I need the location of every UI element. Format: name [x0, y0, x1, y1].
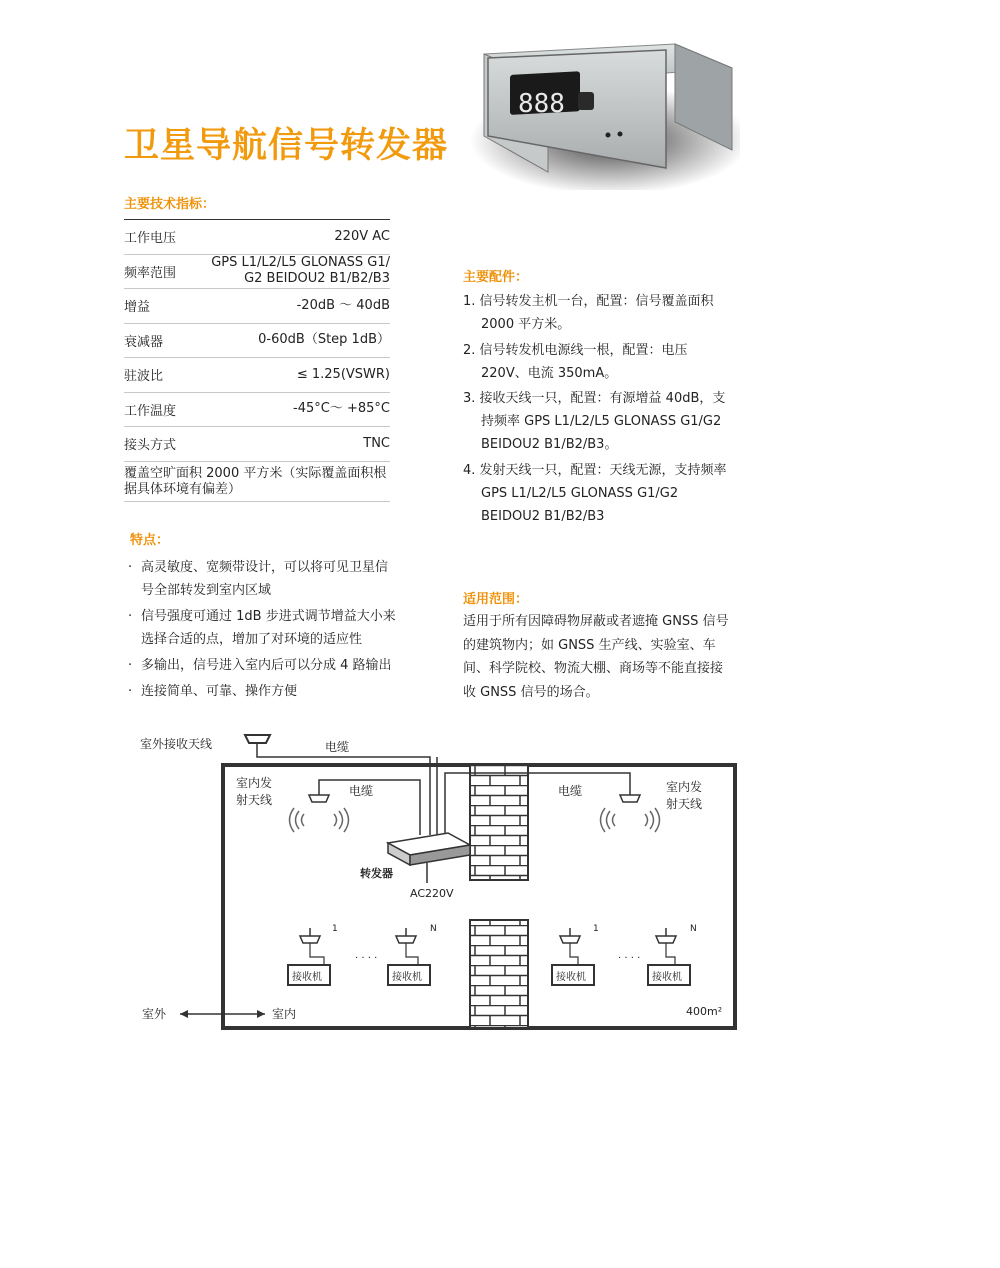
receiver-index-n: N	[430, 924, 437, 934]
device-display: 888	[518, 89, 565, 119]
spec-row-gain	[124, 289, 390, 324]
spec-value: ≤ 1.25(VSWR)	[296, 366, 390, 382]
spec-value: -45°C～ +85°C	[293, 401, 390, 417]
spec-row-attenuator	[124, 324, 390, 359]
receiver-index-n: N	[690, 924, 697, 934]
list-item: 3. 接收天线一只，配置：有源增益 40dB，支持频率 GPS L1/L2/L5 GLONASS G1/G2 BEIDOU2 B1/B2/B3。	[463, 391, 726, 452]
spec-value: -20dB ～ 40dB	[296, 297, 390, 313]
list-item: 4. 发射天线一只，配置：天线无源，支持频率 GPS L1/L2/L5 GLONASS G1/G2 BEIDOU2 B1/B2/B3	[463, 462, 727, 524]
accessories-list	[463, 290, 733, 530]
cable-right-label: 电缆	[558, 784, 583, 798]
accessories-heading: 主要配件：	[463, 270, 529, 285]
tx-right-label-1: 室内发	[666, 780, 703, 794]
spec-value-line: GPS L1/L2/L5 GLONASS G1/	[211, 255, 390, 271]
receiver-index-1: 1	[332, 924, 338, 934]
installation-diagram	[130, 725, 740, 1035]
specs-table	[124, 219, 390, 502]
repeater-device-image	[470, 40, 740, 190]
spec-row-vswr	[124, 358, 390, 393]
area-label: 400m²	[686, 1005, 723, 1018]
receiver-label: 接收机	[292, 972, 322, 983]
indoor-label: 室内	[272, 1007, 297, 1021]
cable-left-label: 电缆	[349, 784, 374, 798]
spec-key: 工作温度	[124, 403, 177, 419]
spec-key: 衰减器	[124, 334, 164, 350]
list-item: 1. 信号转发主机一台，配置：信号覆盖面积 2000 平方米。	[463, 294, 714, 332]
tx-right-label-2: 射天线	[666, 797, 703, 811]
tx-left-label-1: 室内发	[236, 776, 273, 790]
dots-right: · · · ·	[618, 953, 641, 964]
list-item: 2. 信号转发机电源线一根，配置：电压 220V、电流 350mA。	[463, 342, 688, 381]
list-item: · 连接简单、可靠、操作方便	[128, 680, 398, 703]
outdoor-antenna-label: 室外接收天线	[140, 737, 213, 751]
receiver-label: 接收机	[652, 972, 682, 983]
scope-heading: 适用范围：	[463, 592, 529, 607]
page-title: 卫星导航信号转发器	[124, 126, 449, 166]
spec-value: TNC	[363, 435, 390, 451]
spec-value-line: G2 BEIDOU2 B1/B2/B3	[244, 271, 390, 287]
repeater-label: 转发器	[360, 867, 393, 880]
spec-key: 接头方式	[124, 438, 177, 454]
scope-text: 适用于所有因障碍物屏蔽或者遮掩 GNSS 信号的建筑物内；如 GNSS 生产线、实验室、车间、科学院校、物流大棚、商场等不能直接接收 GNSS 信号的场合。	[463, 614, 729, 700]
spec-value: 0-60dB（Step 1dB）	[258, 332, 390, 348]
spec-value	[211, 255, 390, 287]
spec-key: 工作电压	[124, 231, 177, 247]
outdoor-label: 室外	[142, 1007, 167, 1021]
spec-row-temperature	[124, 393, 390, 428]
receiver-index-1: 1	[593, 924, 599, 934]
list-item: · 多输出，信号进入室内后可以分成 4 路输出	[128, 654, 398, 677]
spec-key: 增益	[124, 300, 151, 316]
features-heading: 特点：	[130, 533, 170, 548]
spec-row-coverage: 覆盖空旷面积 2000 平方米（实际覆盖面积根据具体环境有偏差）	[124, 462, 390, 502]
cable-top-label: 电缆	[325, 740, 350, 754]
receiver-label: 接收机	[392, 972, 422, 983]
spec-row-connector	[124, 427, 390, 462]
list-item: · 信号强度可通过 1dB 步进式调节增益大小来选择合适的点，增加了对环境的适应性	[128, 605, 398, 651]
spec-row-frequency	[124, 255, 390, 290]
list-item: · 高灵敏度、宽频带设计，可以将可见卫星信号全部转发到室内区域	[128, 556, 398, 602]
features-list	[128, 556, 398, 706]
spec-key: 频率范围	[124, 265, 177, 281]
spec-row-voltage	[124, 220, 390, 255]
dots-left: · · · ·	[355, 953, 378, 964]
spec-value: 220V AC	[334, 228, 390, 244]
tx-left-label-2: 射天线	[236, 793, 273, 807]
spec-key: 驻波比	[124, 369, 164, 385]
receiver-label: 接收机	[556, 972, 586, 983]
power-label: AC220V	[410, 887, 454, 900]
specs-heading: 主要技术指标：	[124, 197, 216, 212]
